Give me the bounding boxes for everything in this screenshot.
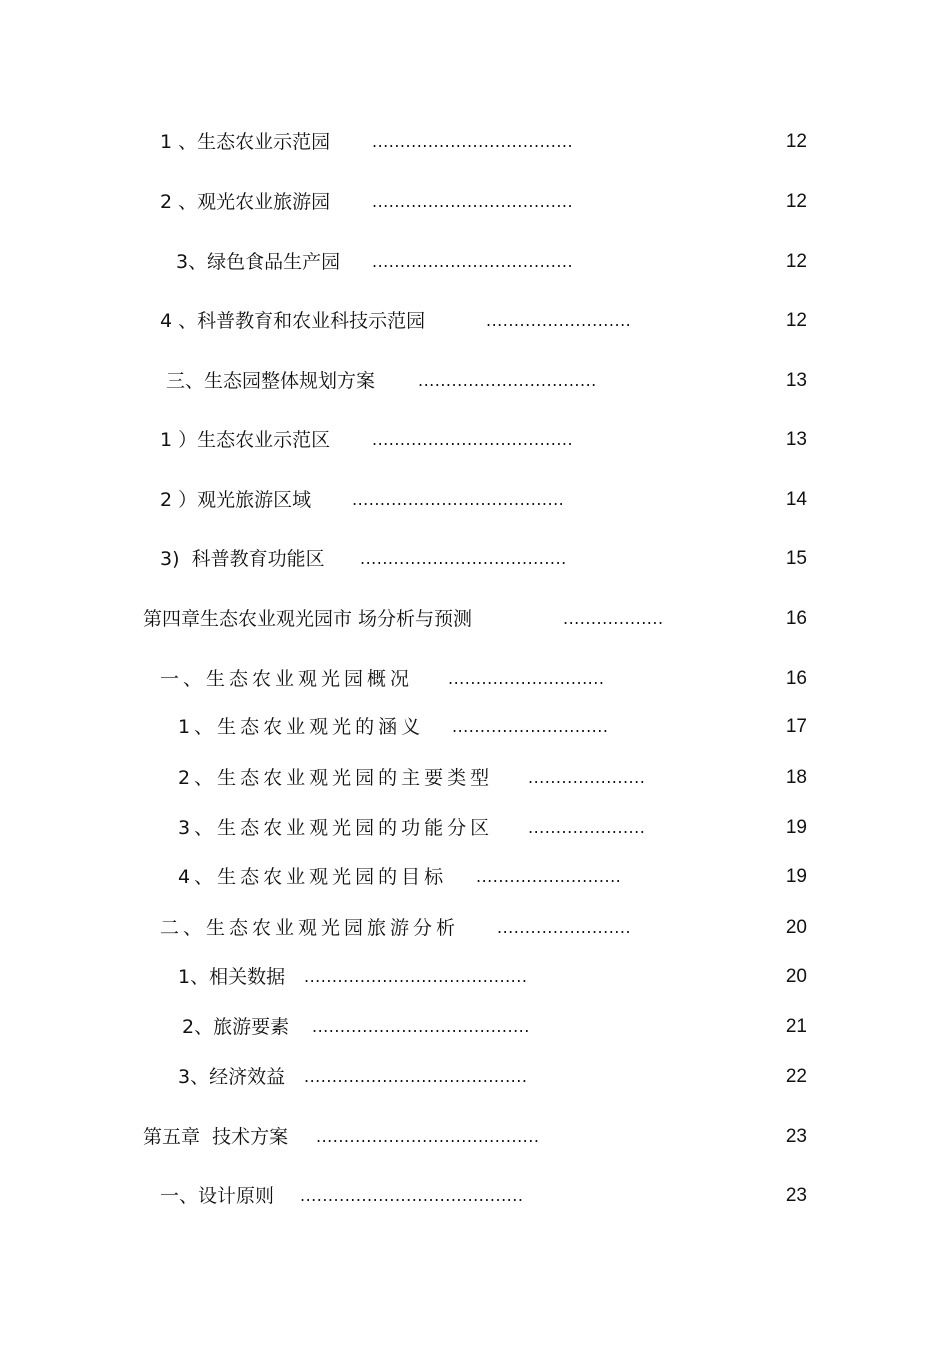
toc-entry-label: 一、设计原则 [160, 1185, 275, 1207]
toc-leader-dots: ........................................ [316, 1127, 540, 1146]
toc-entry [0, 1181, 950, 1211]
toc-entry [0, 306, 950, 336]
toc-entry [0, 187, 950, 217]
toc-page-number: 12 [785, 251, 807, 272]
toc-entry [0, 664, 950, 694]
toc-leader-dots: ........................................ [300, 1186, 524, 1205]
toc-entry [0, 425, 950, 455]
toc-entry-label: 4 、科普教育和农业科技示范园 [160, 310, 426, 332]
toc-page-number: 15 [785, 548, 807, 569]
toc-page-number: 14 [785, 489, 807, 510]
toc-entry [0, 862, 950, 892]
toc-page-number: 12 [785, 310, 807, 331]
toc-leader-dots: .................................... [372, 430, 574, 449]
toc-entry [0, 544, 950, 574]
toc-entry-label: 第四章生态农业观光园市 场分析与预测 [143, 608, 473, 630]
toc-leader-dots: ............................ [448, 669, 605, 688]
toc-leader-dots: ..................................... [360, 549, 567, 568]
toc-leader-dots: .................................... [372, 132, 574, 151]
toc-entry-label: 4、生态农业观光园的目标 [178, 866, 448, 888]
toc-page-number: 16 [785, 608, 807, 629]
toc-entry-label: 2 ）观光旅游区域 [160, 489, 312, 511]
toc-leader-dots: ..................... [528, 768, 646, 787]
toc-entry-label: 2、生态农业观光园的主要类型 [178, 767, 494, 789]
toc-leader-dots: .......................... [476, 867, 622, 886]
toc-leader-dots: ............................ [452, 717, 609, 736]
toc-leader-dots: .................................... [372, 192, 574, 211]
toc-page-number: 16 [785, 668, 807, 689]
toc-entry-label: 2 、观光农业旅游园 [160, 191, 331, 213]
toc-entry [0, 813, 950, 843]
toc-entry-label: 第五章 技术方案 [143, 1126, 289, 1148]
toc-entry-label: 1 、生态农业示范园 [160, 131, 331, 153]
toc-page-number: 20 [785, 917, 807, 938]
toc-page-number: 13 [785, 429, 807, 450]
toc-entry-label: 3、生态农业观光园的功能分区 [178, 817, 494, 839]
toc-entry [0, 712, 950, 742]
toc-page-number: 22 [785, 1066, 807, 1087]
toc-entry-label: 1、相关数据 [178, 966, 286, 988]
toc-entry [0, 247, 950, 277]
toc-entry-label: 3、绿色食品生产园 [176, 251, 341, 273]
toc-leader-dots: ..................... [528, 818, 646, 837]
toc-leader-dots: ........................ [497, 918, 632, 937]
toc-page-number: 23 [785, 1126, 807, 1147]
toc-page-number: 12 [785, 191, 807, 212]
toc-leader-dots: .......................... [486, 311, 632, 330]
toc-entry [0, 1062, 950, 1092]
toc-entry [0, 962, 950, 992]
toc-leader-dots: ...................................... [352, 490, 565, 509]
toc-entry-label: 2、旅游要素 [182, 1016, 290, 1038]
toc-page-number: 12 [785, 131, 807, 152]
toc-entry [0, 913, 950, 943]
toc-page-number: 23 [785, 1185, 807, 1206]
toc-entry [0, 1122, 950, 1152]
toc-page-number: 19 [785, 817, 807, 838]
toc-entry [0, 604, 950, 634]
toc-page-number: 18 [785, 767, 807, 788]
toc-leader-dots: ................................ [418, 371, 597, 390]
toc-entry [0, 366, 950, 396]
toc-entry [0, 1012, 950, 1042]
toc-leader-dots: .................................... [372, 252, 574, 271]
toc-leader-dots: ........................................ [304, 967, 528, 986]
toc-entry [0, 763, 950, 793]
toc-entry-label: 三、生态园整体规划方案 [166, 370, 376, 392]
toc-page-number: 21 [785, 1016, 807, 1037]
toc-entry-label: 3、经济效益 [178, 1066, 286, 1088]
toc-leader-dots: .................. [563, 609, 664, 628]
toc-leader-dots: ....................................... [312, 1017, 530, 1036]
toc-page-number: 19 [785, 866, 807, 887]
toc-leader-dots: ........................................ [304, 1067, 528, 1086]
toc-entry-label: 3) 科普教育功能区 [160, 548, 325, 570]
toc-page-number: 17 [785, 716, 807, 737]
toc-page-number: 13 [785, 370, 807, 391]
toc-entry [0, 127, 950, 157]
toc-entry-label: 一、生态农业观光园概况 [160, 668, 414, 690]
toc-page-number: 20 [785, 966, 807, 987]
toc-entry-label: 二、生态农业观光园旅游分析 [160, 917, 460, 939]
toc-entry-label: 1 ）生态农业示范区 [160, 429, 331, 451]
toc-entry-label: 1、生态农业观光的涵义 [178, 716, 425, 738]
toc-entry [0, 485, 950, 515]
